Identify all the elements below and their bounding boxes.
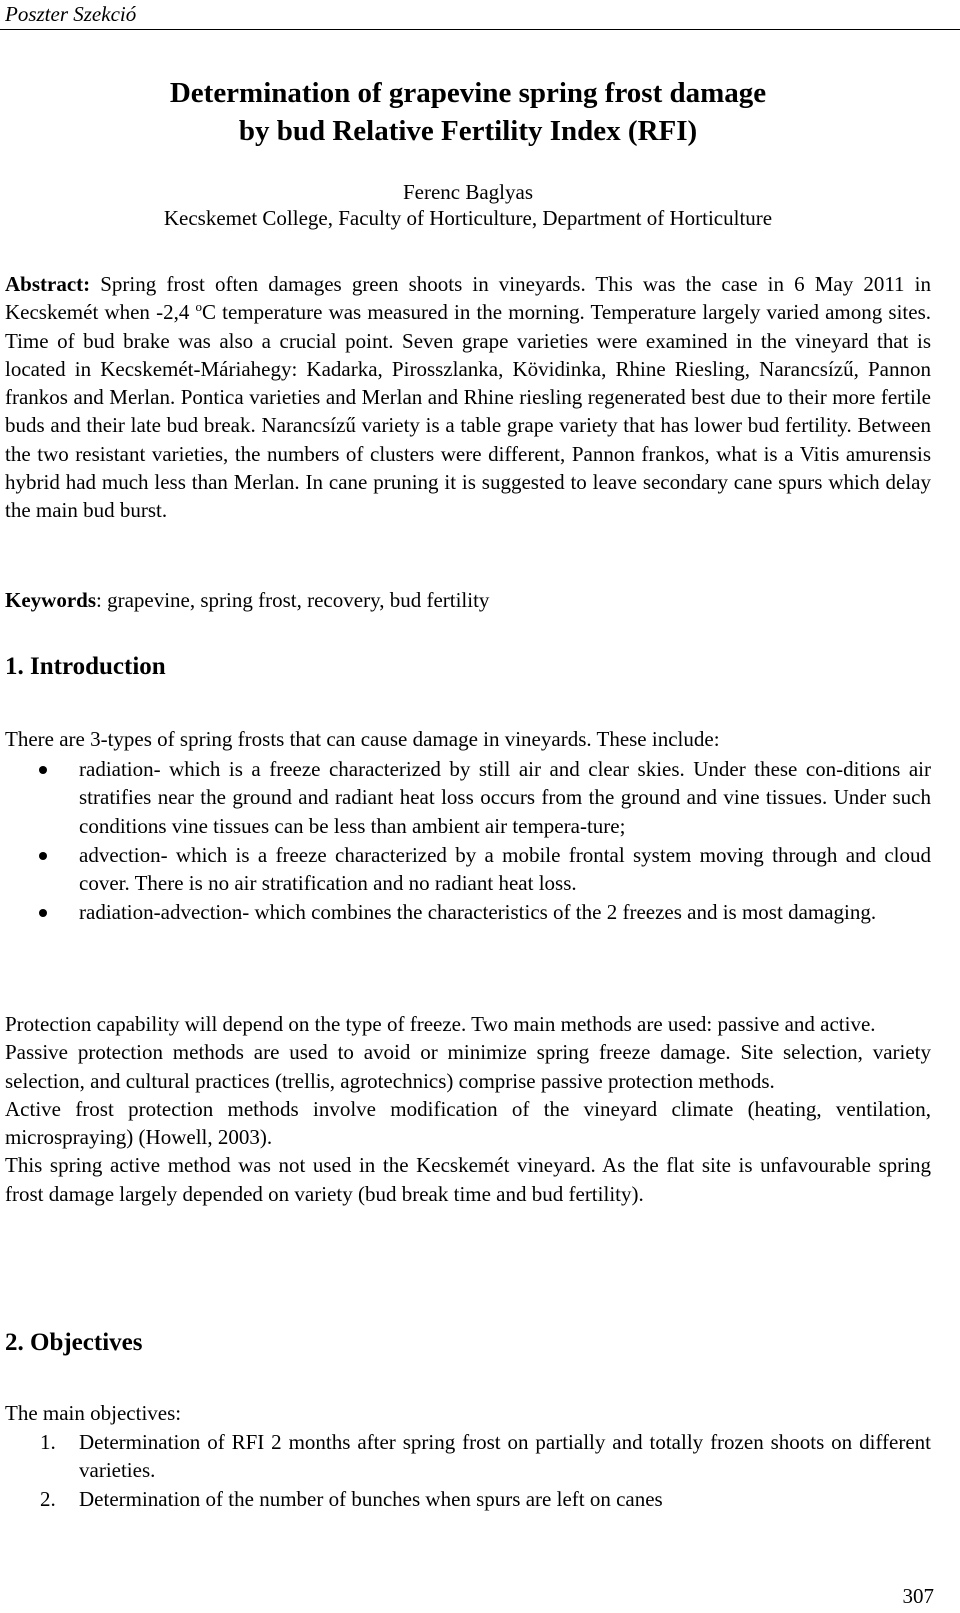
list-item-number: 2. <box>40 1486 56 1511</box>
list-item <box>5 841 931 898</box>
paragraph: Protection capability will depend on the type of freeze. Two main methods are used: passive and active. <box>5 1012 876 1036</box>
author-block <box>0 179 936 231</box>
bullet-icon <box>39 909 47 917</box>
introduction-lead: There are 3-types of spring frosts that can cause damage in vineyards. These include: <box>5 727 720 751</box>
abstract-text-2: C temperature was measured in the morning. Temperature largely varied among sites. Time of bud brake was also a crucial point. Seven grape varieties were examined in the vineyard that is located in Kecskemét-Máriahegy: Kadarka, Pirosszlanka, Kövidinka, Rhine Riesling, Narancsízű, Pannon frankos and Merlan. Pontica varieties and Merlan and Rhine riesling regenerated best due to their more fertile buds and their late bud break. Narancsízű variety is a table grape variety that has lower bud fertility. Between the two resistant varieties, the numbers of clusters were different, Pannon frankos, what is a Vitis amurensis hybrid had much less than Merlan. In cane pruning it is suggested to leave secondary cane spurs which delay the main bud burst. <box>5 300 931 523</box>
bullet-icon <box>39 766 47 774</box>
list-item-text: Determination of the number of bunches when spurs are left on canes <box>79 1486 663 1511</box>
objectives-list <box>5 1428 931 1513</box>
list-item-text: radiation- which is a freeze characterized by still air and clear skies. Under these con-ditions air stratifies near the ground and radiant heat loss occurs from the ground and vine tissues. Under such conditions vine tissues can be less than ambient air tempera-ture; <box>79 757 931 838</box>
list-item <box>5 1485 931 1513</box>
list-item-number: 1. <box>40 1430 56 1454</box>
page-number: 307 <box>902 1584 934 1608</box>
list-item <box>5 898 931 926</box>
author-affiliation: Kecskemet College, Faculty of Horticulture, Department of Horticulture <box>163 206 773 230</box>
author-name: Ferenc Baglyas <box>402 180 534 204</box>
abstract-label: Abstract: <box>5 272 91 296</box>
running-header <box>0 0 960 30</box>
bullet-icon <box>39 852 47 860</box>
abstract-text-1: Spring frost often damages green shoots in vineyards. This was the case in 6 May 2011 in Kecskemét when -2,4 <box>5 272 931 325</box>
list-item <box>5 1428 931 1485</box>
keywords-label: Keywords <box>5 588 96 612</box>
list-item <box>5 755 931 840</box>
section-heading-objectives: 2. Objectives <box>5 1329 143 1356</box>
keywords-text: : grapevine, spring frost, recovery, bud fertility <box>96 588 490 612</box>
paper-title <box>0 74 936 150</box>
list-item-text: advection- which is a freeze characterized by a mobile frontal system moving through and cloud cover. There is no air stratification and no radiant heat loss. <box>79 842 931 896</box>
paragraph: Passive protection methods are used to avoid or minimize spring freeze damage. Site selection, variety selection, and cultural practices (trellis, agrotechnics) comprise passive protection methods. <box>5 1040 931 1093</box>
frost-types-list <box>5 755 931 928</box>
paper-title-line-2: by bud Relative Fertility Index (RFI) <box>238 115 698 147</box>
list-item-text: radiation-advection- which combines the characteristics of the 2 freezes and is most damaging. <box>79 900 877 925</box>
running-header-title: Poszter Szekció <box>5 2 137 26</box>
degree-superscript: o <box>195 299 202 315</box>
introduction-paragraphs <box>5 1010 931 1208</box>
objectives-lead: The main objectives: <box>5 1401 182 1425</box>
paragraph: This spring active method was not used in the Kecskemét vineyard. As the flat site is unfavourable spring frost damage largely depended on variety (bud break time and bud fertility). <box>5 1153 931 1206</box>
section-heading-introduction: 1. Introduction <box>5 653 166 680</box>
paper-title-line-1: Determination of grapevine spring frost damage <box>169 77 767 109</box>
paragraph: Active frost protection methods involve modification of the vineyard climate (heating, ventilation, microspraying) (Howell, 2003). <box>5 1096 931 1150</box>
keywords <box>5 586 931 614</box>
abstract <box>5 270 931 525</box>
list-item-text: Determination of RFI 2 months after spring frost on partially and totally frozen shoots on different varieties. <box>79 1430 931 1483</box>
